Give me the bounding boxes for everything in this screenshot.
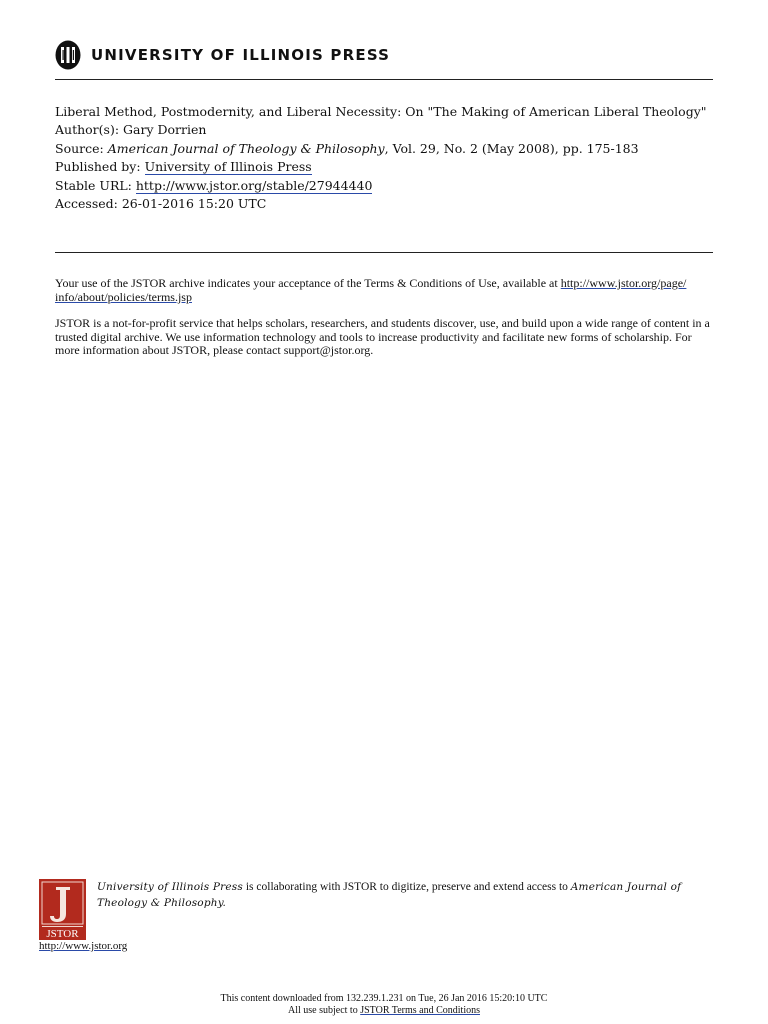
stable-url-link[interactable]: http://www.jstor.org/stable/27944440 — [135, 177, 373, 193]
article-title: Liberal Method, Postmodernity, and Liberal Necessity: On "The Making of American Liberal Theology" — [55, 104, 707, 119]
source-detail: , Vol. 29, No. 2 (May 2008), pp. 175-183 — [384, 140, 639, 156]
author-line — [55, 121, 720, 139]
terms-prefix: All use subject to — [288, 1004, 361, 1016]
accessed-date: 26-01-2016 15:20 UTC — [121, 196, 267, 212]
jstor-terms-link[interactable]: JSTOR Terms and Conditions — [360, 1004, 480, 1016]
collab-journal: American Journal of Theology & Philosophy. — [97, 881, 682, 909]
page-header — [55, 38, 390, 72]
terms-link-part1[interactable]: http://www.jstor.org/page/ — [560, 276, 687, 290]
publisher-line — [55, 158, 720, 176]
page-footer — [0, 993, 768, 1016]
accessed-line — [55, 195, 720, 213]
collaboration-statement — [97, 880, 717, 911]
jstor-logo-icon[interactable] — [39, 879, 86, 940]
about-jstor-paragraph: JSTOR is a not-for-profit service that helps scholars, researchers, and students discover, use, and build upon a wide range of content in a trusted digital archive. We use information technology and tools to increase productivity and facilitate new forms of scholarship. For more information about JSTOR, please contact support@jstor.org. — [55, 316, 710, 358]
terms-line — [0, 1005, 768, 1017]
collab-publisher: University of Illinois Press — [97, 881, 243, 893]
collab-text: is collaborating with JSTOR to digitize, preserve and extend access to — [242, 881, 571, 893]
author-label: Author(s): — [55, 122, 120, 138]
divider-top — [55, 79, 713, 80]
terms-paragraph — [55, 277, 715, 304]
jstor-home-link[interactable]: http://www.jstor.org — [39, 940, 128, 952]
article-metadata — [55, 103, 720, 213]
author-name: Gary Dorrien — [123, 122, 207, 138]
source-label: Source: — [55, 140, 104, 156]
svg-text:JSTOR: JSTOR — [46, 928, 79, 940]
publisher-label: Published by: — [55, 159, 141, 175]
source-line — [55, 140, 720, 158]
download-info: This content downloaded from 132.239.1.231 on Tue, 26 Jan 2016 15:20:10 UTC — [220, 993, 548, 1004]
publisher-name: UNIVERSITY OF ILLINOIS PRESS — [91, 46, 391, 64]
journal-name: American Journal of Theology & Philosophy — [107, 140, 385, 156]
accessed-label: Accessed: — [55, 196, 118, 212]
stable-url-line — [55, 177, 720, 195]
jstor-notice — [55, 277, 715, 371]
terms-text: Your use of the JSTOR archive indicates your acceptance of the Terms & Conditions of Use, available at — [55, 276, 561, 290]
stable-url-label: Stable URL: — [55, 177, 132, 193]
terms-link-part2[interactable]: info/about/policies/terms.jsp — [55, 289, 192, 304]
illinois-press-seal-icon — [55, 40, 81, 70]
publisher-link[interactable]: University of Illinois Press — [144, 159, 312, 175]
divider-middle — [55, 252, 713, 253]
